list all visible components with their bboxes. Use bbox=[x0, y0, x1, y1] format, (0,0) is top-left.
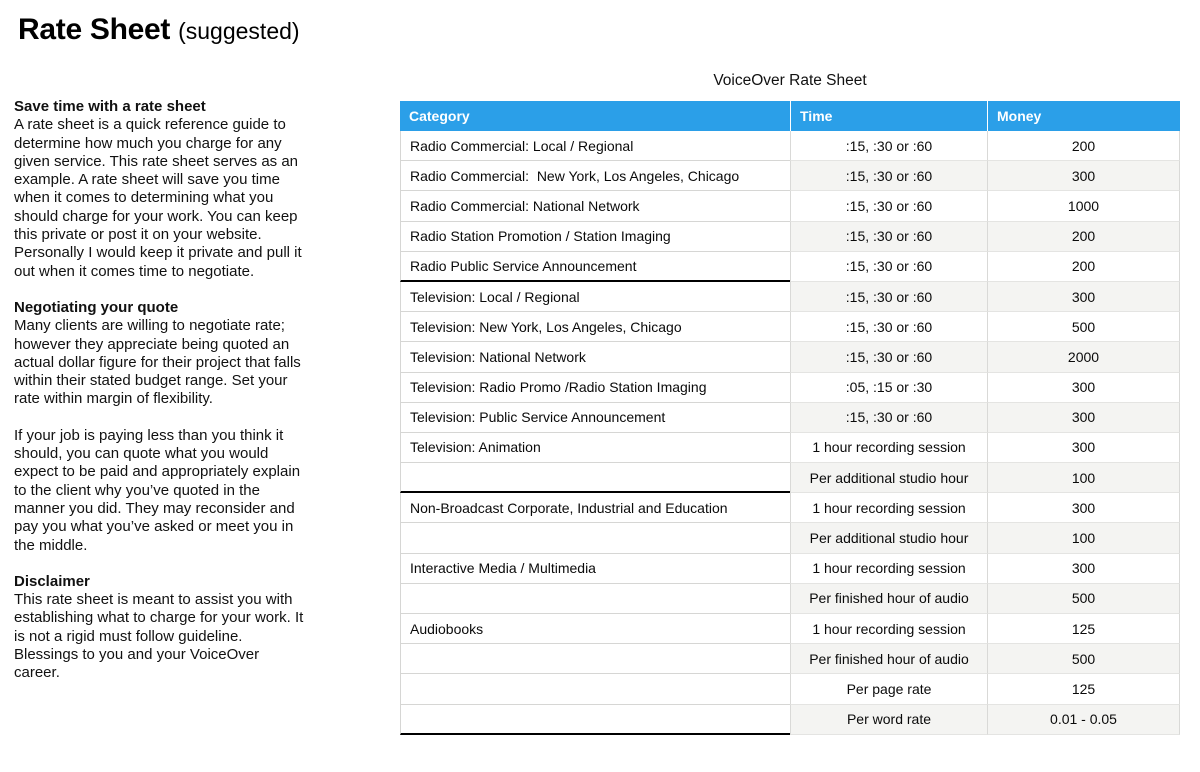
cell-time: Per additional studio hour bbox=[790, 523, 987, 553]
cell-money: 1000 bbox=[987, 191, 1180, 221]
cell-time: :15, :30 or :60 bbox=[790, 342, 987, 372]
table-row bbox=[400, 523, 1180, 553]
table-row bbox=[400, 705, 1180, 735]
note-body: This rate sheet is meant to assist you with establishing what to charge for your work. It is not a rigid must follow guideline. Blessings to you and your VoiceOver career. bbox=[14, 591, 304, 682]
cell-category: Radio Public Service Announcement bbox=[400, 252, 790, 282]
cell-category bbox=[400, 644, 790, 674]
table-row bbox=[400, 191, 1180, 221]
table-row bbox=[400, 584, 1180, 614]
cell-category: Audiobooks bbox=[400, 614, 790, 644]
cell-category: Television: Radio Promo /Radio Station Imaging bbox=[400, 373, 790, 403]
cell-category bbox=[400, 523, 790, 553]
cell-money: 125 bbox=[987, 614, 1180, 644]
cell-category bbox=[400, 463, 790, 493]
column-header-time: Time bbox=[790, 101, 987, 131]
cell-money: 200 bbox=[987, 222, 1180, 252]
cell-time: :05, :15 or :30 bbox=[790, 373, 987, 403]
note-section-disclaimer bbox=[14, 573, 306, 683]
cell-time: 1 hour recording session bbox=[790, 614, 987, 644]
cell-money: 300 bbox=[987, 373, 1180, 403]
note-body: A rate sheet is a quick reference guide to determine how much you charge for any given service. This rate sheet serves as an example. A rate sheet will save you time when it comes to determining what you should charge for your work. You can keep this private or post it on your website. Personally I would keep it private and pull it out when it comes time to negotiate. bbox=[14, 116, 302, 280]
note-heading: Save time with a rate sheet bbox=[14, 98, 206, 115]
cell-money: 300 bbox=[987, 403, 1180, 433]
cell-time: :15, :30 or :60 bbox=[790, 191, 987, 221]
cell-category: Radio Commercial: Local / Regional bbox=[400, 131, 790, 161]
cell-category: Television: Animation bbox=[400, 433, 790, 463]
cell-time: :15, :30 or :60 bbox=[790, 161, 987, 191]
column-header-money: Money bbox=[987, 101, 1180, 131]
table-row bbox=[400, 614, 1180, 644]
cell-time: Per additional studio hour bbox=[790, 463, 987, 493]
page-title-text: Rate Sheet bbox=[18, 13, 171, 46]
cell-money: 100 bbox=[987, 523, 1180, 553]
cell-money: 300 bbox=[987, 554, 1180, 584]
cell-money: 300 bbox=[987, 161, 1180, 191]
cell-category: Radio Commercial: New York, Los Angeles, Chicago bbox=[400, 161, 790, 191]
table-row bbox=[400, 554, 1180, 584]
table-row bbox=[400, 252, 1180, 282]
cell-time: :15, :30 or :60 bbox=[790, 252, 987, 282]
cell-category: Radio Commercial: National Network bbox=[400, 191, 790, 221]
cell-money: 500 bbox=[987, 312, 1180, 342]
cell-time: :15, :30 or :60 bbox=[790, 131, 987, 161]
table-row bbox=[400, 433, 1180, 463]
cell-category bbox=[400, 674, 790, 704]
cell-time: :15, :30 or :60 bbox=[790, 222, 987, 252]
note-body: If your job is paying less than you think it should, you can quote what you would expect to be paid and appropriately explain to the client why you’ve quoted in the manner you did. They may reconsider and pay you what you’ve asked or meet you in the middle. bbox=[14, 426, 301, 554]
note-section-low-pay-advice bbox=[14, 427, 306, 555]
cell-category: Interactive Media / Multimedia bbox=[400, 554, 790, 584]
note-section-save-time bbox=[14, 98, 306, 281]
cell-category: Television: Public Service Announcement bbox=[400, 403, 790, 433]
cell-time: Per finished hour of audio bbox=[790, 644, 987, 674]
cell-category: Television: New York, Los Angeles, Chicago bbox=[400, 312, 790, 342]
cell-money: 500 bbox=[987, 644, 1180, 674]
note-section-negotiating bbox=[14, 299, 306, 409]
cell-category: Radio Station Promotion / Station Imaging bbox=[400, 222, 790, 252]
page-title bbox=[18, 13, 300, 47]
table-row bbox=[400, 282, 1180, 312]
table-row bbox=[400, 493, 1180, 523]
cell-time: Per finished hour of audio bbox=[790, 584, 987, 614]
table-row bbox=[400, 131, 1180, 161]
cell-money: 2000 bbox=[987, 342, 1180, 372]
cell-time: 1 hour recording session bbox=[790, 554, 987, 584]
note-heading: Disclaimer bbox=[14, 572, 90, 590]
cell-category: Non-Broadcast Corporate, Industrial and Education bbox=[400, 493, 790, 523]
column-header-category: Category bbox=[409, 108, 470, 124]
cell-money: 200 bbox=[987, 252, 1180, 282]
table-row bbox=[400, 342, 1180, 372]
notes-column bbox=[14, 98, 306, 701]
table-row bbox=[400, 644, 1180, 674]
table-header-row bbox=[400, 101, 1180, 131]
cell-time: :15, :30 or :60 bbox=[790, 282, 987, 312]
page-title-suffix: (suggested) bbox=[178, 18, 300, 44]
cell-time: :15, :30 or :60 bbox=[790, 403, 987, 433]
cell-money: 125 bbox=[987, 674, 1180, 704]
cell-time: 1 hour recording session bbox=[790, 433, 987, 463]
cell-money: 300 bbox=[987, 282, 1180, 312]
table-row bbox=[400, 312, 1180, 342]
cell-money: 100 bbox=[987, 463, 1180, 493]
cell-category bbox=[400, 705, 790, 735]
cell-time: :15, :30 or :60 bbox=[790, 312, 987, 342]
cell-time: 1 hour recording session bbox=[790, 493, 987, 523]
cell-time: Per word rate bbox=[790, 705, 987, 735]
cell-money: 300 bbox=[987, 433, 1180, 463]
cell-category bbox=[400, 584, 790, 614]
table-title: VoiceOver Rate Sheet bbox=[713, 72, 867, 89]
cell-money: 0.01 - 0.05 bbox=[987, 705, 1180, 735]
cell-money: 200 bbox=[987, 131, 1180, 161]
rate-table bbox=[400, 72, 1180, 735]
cell-money: 500 bbox=[987, 584, 1180, 614]
table-row bbox=[400, 403, 1180, 433]
table-row bbox=[400, 463, 1180, 493]
note-body: Many clients are willing to negotiate rate; however they appreciate being quoted an actual dollar figure for their project that falls within their stated budget range. Set your rate within margin of flexibility. bbox=[14, 317, 301, 408]
table-row bbox=[400, 373, 1180, 403]
table-row bbox=[400, 674, 1180, 704]
table-row bbox=[400, 161, 1180, 191]
cell-money: 300 bbox=[987, 493, 1180, 523]
table-row bbox=[400, 222, 1180, 252]
note-heading: Negotiating your quote bbox=[14, 298, 179, 316]
cell-category: Television: National Network bbox=[400, 342, 790, 372]
cell-time: Per page rate bbox=[790, 674, 987, 704]
cell-category: Television: Local / Regional bbox=[400, 282, 790, 312]
